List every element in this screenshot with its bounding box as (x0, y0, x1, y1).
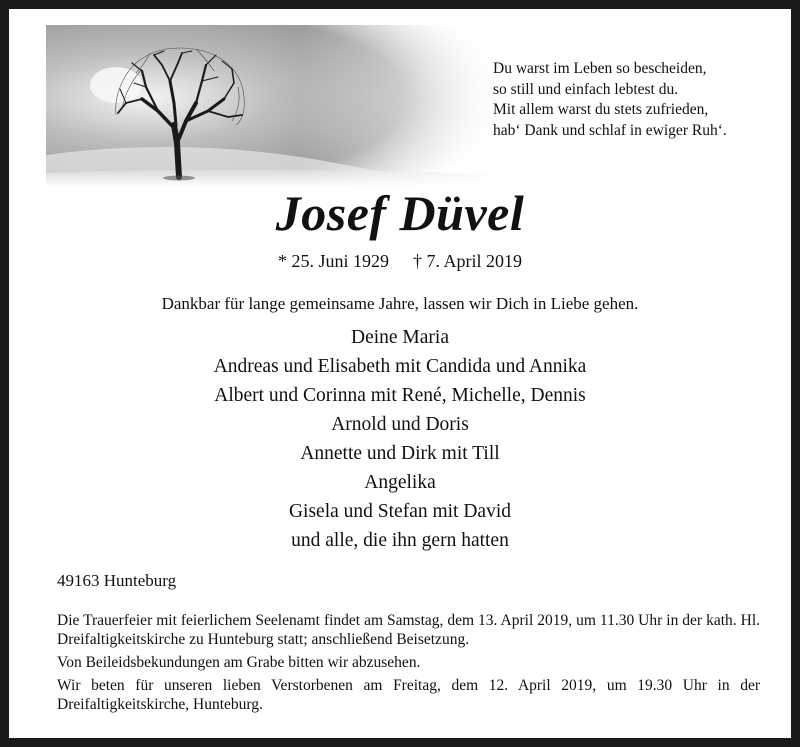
mourner-line: Albert und Corinna mit René, Michelle, Dennis (214, 385, 586, 406)
poem (493, 59, 727, 141)
death-date: † 7. April 2019 (413, 251, 523, 271)
mourner-line: und alle, die ihn gern hatten (291, 530, 509, 551)
funeral-notice: Die Trauerfeier mit feierlichem Seelenamt findet am Samstag, dem 13. April 2019, um 11.30 Uhr in der kath. Hl. Dreifaltigkeitskirche zu Hunteburg statt; anschließend Beisetzung. (57, 612, 760, 648)
condolence-notice: Von Beileidsbekundungen am Grabe bitten wir abzusehen. (57, 654, 421, 671)
mourner-line: Annette und Dirk mit Till (300, 443, 500, 464)
prayer-notice: Wir beten für unseren lieben Verstorbenen am Freitag, dem 12. April 2019, um 19.30 Uhr in der Dreifaltigkeitskirche, Hunteburg. (57, 677, 760, 713)
location: 49163 Hunteburg (57, 571, 177, 590)
mourner-line: Deine Maria (351, 327, 449, 348)
poem-line: Mit allem warst du stets zufrieden, (493, 101, 709, 118)
mourners-list (9, 323, 791, 555)
tree-landscape-icon (46, 25, 506, 187)
mourner-line: Arnold und Doris (331, 414, 469, 435)
mourner-line: Angelika (364, 472, 436, 493)
mourner-line: Gisela und Stefan mit David (288, 501, 512, 522)
poem-line: hab‘ Dank und schlaf in ewiger Ruh‘. (493, 121, 727, 139)
deceased-name: Josef Düvel (275, 185, 525, 241)
birth-date: * 25. Juni 1929 (277, 251, 389, 271)
notices (57, 611, 760, 718)
life-dates (9, 251, 791, 272)
mourner-line: Andreas und Elisabeth mit Candida und Annika (213, 356, 587, 377)
intro-text: Dankbar für lange gemeinsame Jahre, lassen wir Dich in Liebe gehen. (161, 294, 639, 313)
poem-line: so still und einfach lebtest du. (493, 80, 679, 98)
poem-line: Du warst im Leben so bescheiden, (493, 60, 707, 77)
